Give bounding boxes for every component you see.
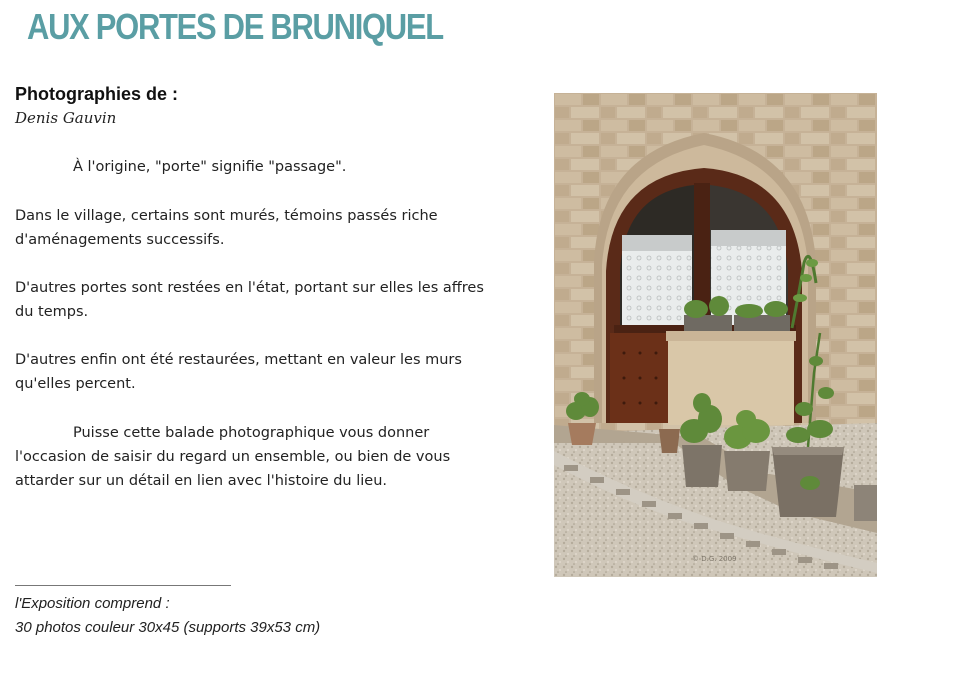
photographer-heading: Photographies de : [15,84,179,104]
intro-paragraph-5: Puisse cette balade photographique vous donner l'occasion de saisir du regard un ensemble, ou bien de vous attarder sur un détail en lien avec l'histoire du lieu. [15,425,451,489]
doorway-photo [554,93,877,577]
exposition-label: l'Exposition comprend : [15,595,170,612]
intro-paragraph-3: D'autres portes sont restées en l'état, portant sur elles les affres du temps. [15,280,484,320]
page-title: AUX PORTES DE BRUNIQUEL [27,6,443,47]
divider [15,585,231,586]
exposition-details: 30 photos couleur 30x45 (supports 39x53 cm) [15,619,321,636]
svg-text:© D.G. 2009: © D.G. 2009 [692,555,737,563]
intro-paragraph-1: À l'origine, "porte" signifie "passage". [73,159,347,175]
photographer-name: Denis Gauvin [15,109,117,127]
intro-paragraph-2: Dans le village, certains sont murés, témoins passés riche d'aménagements successifs. [15,208,438,248]
intro-paragraph-4: D'autres enfin ont été restaurées, mettant en valeur les murs qu'elles percent. [15,352,462,392]
